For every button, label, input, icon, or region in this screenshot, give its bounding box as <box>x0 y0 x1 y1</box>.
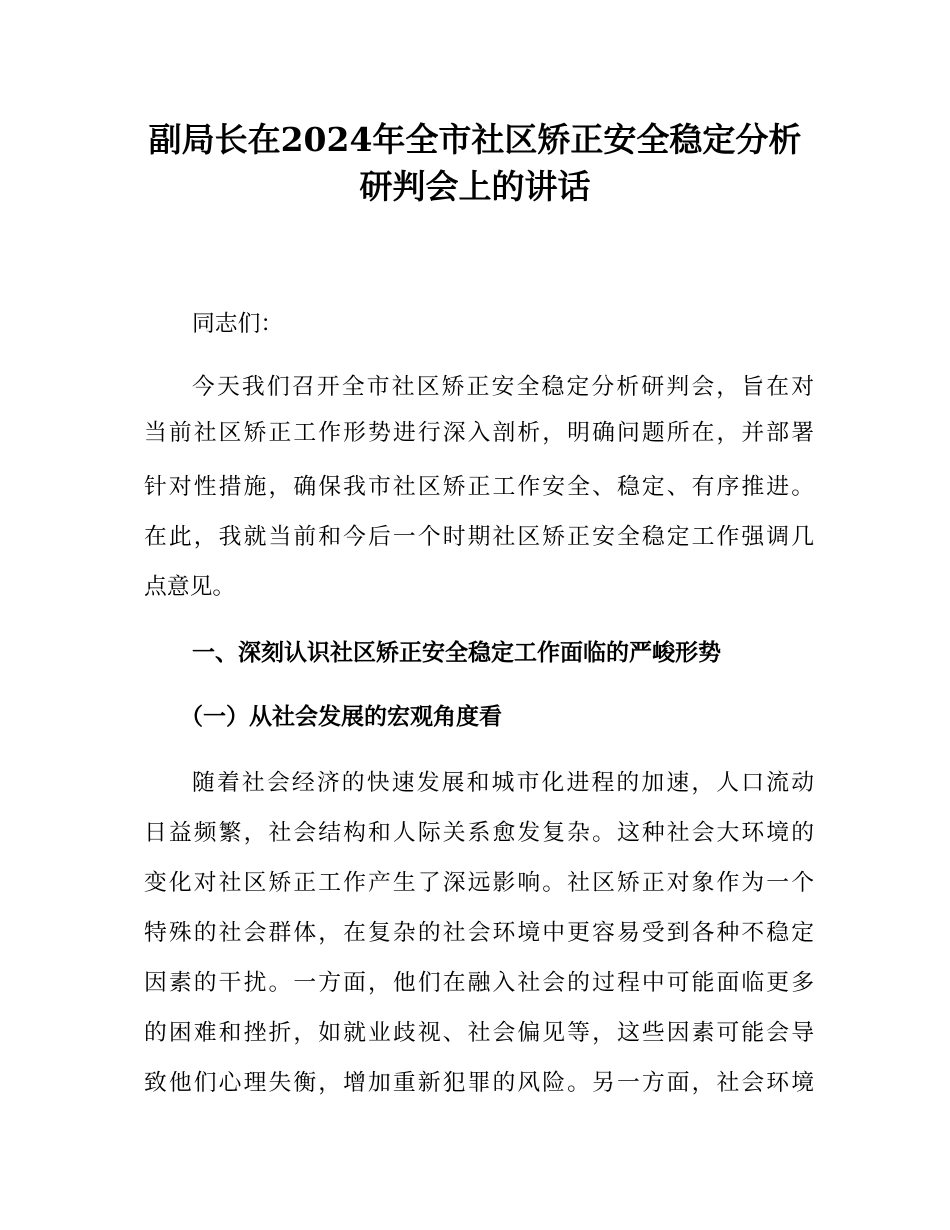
intro-line-4: 在此，我就当前和今后一个时期社区矫正安全稳定工作强调几 <box>144 524 814 550</box>
document-title-line-1: 副局长在2024年全市社区矫正安全稳定分析 <box>148 120 802 159</box>
body-line-1: 随着社会经济的快速发展和城市化进程的加速，人口流动 <box>192 770 814 796</box>
salutation: 同志们： <box>192 311 284 337</box>
body-line-5: 因素的干扰。一方面，他们在融入社会的过程中可能面临更多 <box>144 970 814 996</box>
intro-line-1: 今天我们召开全市社区矫正安全稳定分析研判会，旨在对 <box>192 374 814 400</box>
body-line-4: 特殊的社会群体，在复杂的社会环境中更容易受到各种不稳定 <box>144 920 814 946</box>
intro-line-5: 点意见。 <box>144 574 236 600</box>
section-heading: 一、深刻认识社区矫正安全稳定工作面临的严峻形势 <box>192 640 721 666</box>
intro-line-2: 当前社区矫正工作形势进行深入剖析，明确问题所在，并部署 <box>144 420 814 446</box>
body-line-7: 致他们心理失衡，增加重新犯罪的风险。另一方面，社会环境 <box>144 1070 814 1096</box>
body-line-2: 日益频繁，社会结构和人际关系愈发复杂。这种社会大环境的 <box>144 820 814 846</box>
body-line-6: 的困难和挫折，如就业歧视、社会偏见等，这些因素可能会导 <box>144 1020 814 1046</box>
body-line-3: 变化对社区矫正工作产生了深远影响。社区矫正对象作为一个 <box>144 870 814 896</box>
document-title-line-2: 研判会上的讲话 <box>359 167 591 206</box>
subsection-heading: （一）从社会发展的宏观角度看 <box>180 704 502 730</box>
intro-line-3: 针对性措施，确保我市社区矫正工作安全、稳定、有序推进。 <box>144 474 814 500</box>
